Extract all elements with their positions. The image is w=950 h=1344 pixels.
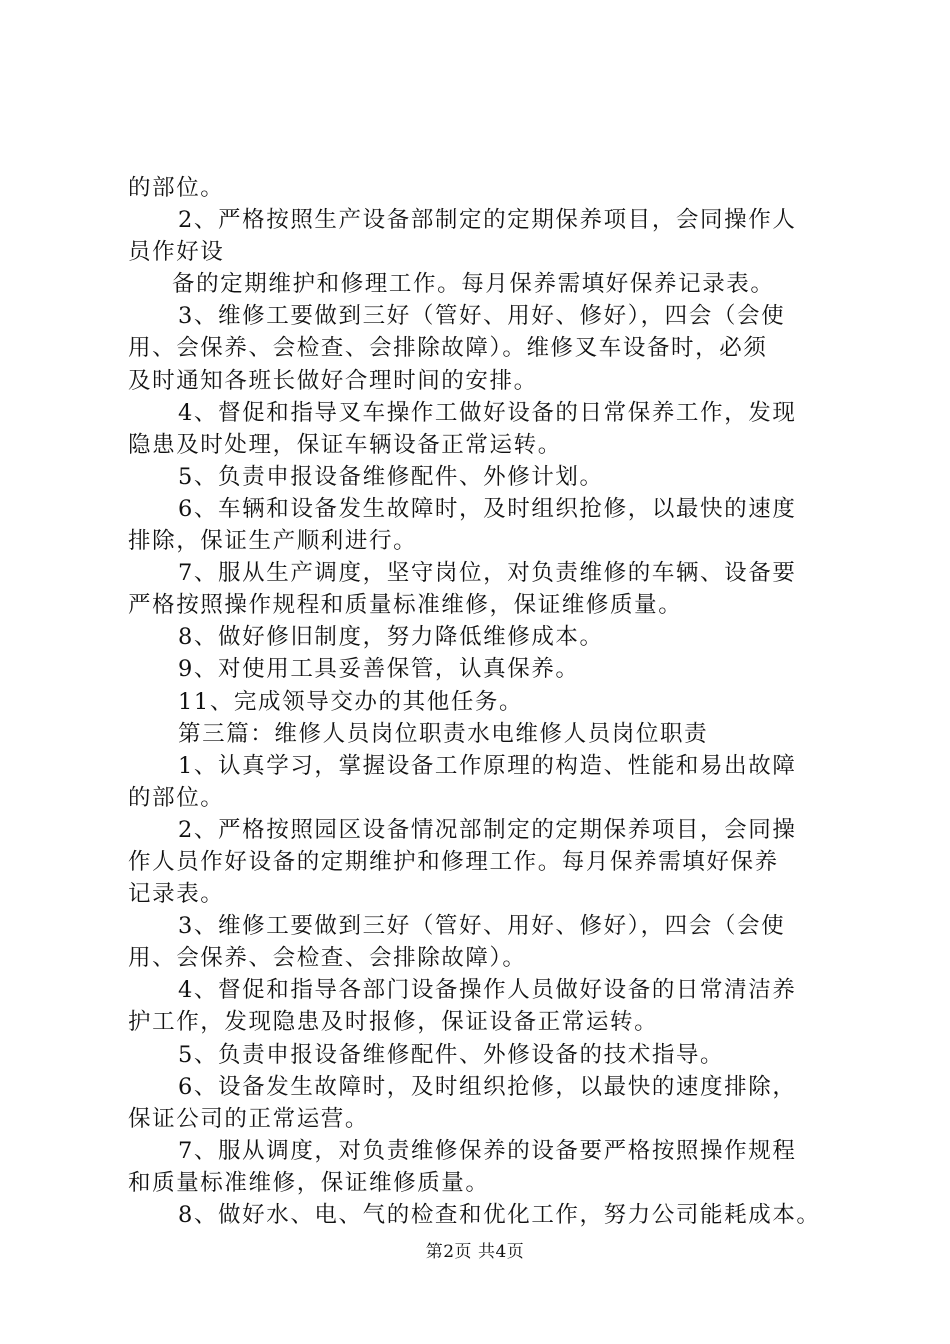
text-line: 6、车辆和设备发生故障时，及时组织抢修，以最快的速度 xyxy=(178,495,797,522)
text-line: 8、做好修旧制度，努力降低维修成本。 xyxy=(178,624,604,651)
text-line: 7、服从调度，对负责维修保养的设备要严格按照操作规程 xyxy=(178,1137,797,1164)
section-heading: 第三篇：维修人员岗位职责水电维修人员岗位职责 xyxy=(178,720,709,747)
text-line: 及时通知各班长做好合理时间的安排。 xyxy=(128,367,538,394)
text-line: 作人员作好设备的定期维护和修理工作。每月保养需填好保养 xyxy=(128,848,779,875)
text-line: 用、会保养、会检查、会排除故障）。维修叉车设备时，必须 xyxy=(128,335,768,362)
text-line: 3、维修工要做到三好（管好、用好、修好），四会（会使 xyxy=(178,913,786,940)
text-line: 4、督促和指导各部门设备操作人员做好设备的日常清洁养 xyxy=(178,977,797,1004)
text-line: 7、服从生产调度，坚守岗位，对负责维修的车辆、设备要 xyxy=(178,560,797,587)
text-line: 的部位。 xyxy=(128,784,225,811)
text-line: 2、严格按照园区设备情况部制定的定期保养项目，会同操 xyxy=(178,816,797,843)
text-line: 备的定期维护和修理工作。每月保养需填好保养记录表。 xyxy=(172,271,775,298)
text-line: 4、督促和指导叉车操作工做好设备的日常保养工作，发现 xyxy=(178,399,797,426)
text-line: 排除，保证生产顺利进行。 xyxy=(128,528,418,555)
text-line: 5、负责申报设备维修配件、外修设备的技术指导。 xyxy=(178,1041,725,1068)
text-line: 5、负责申报设备维修配件、外修计划。 xyxy=(178,463,604,490)
text-line: 9、对使用工具妥善保管，认真保养。 xyxy=(178,656,580,683)
document-body xyxy=(128,172,843,1231)
text-line: 6、设备发生故障时，及时组织抢修，以最快的速度排除， xyxy=(178,1073,797,1100)
text-line: 11、完成领导交办的其他任务。 xyxy=(178,688,524,715)
text-line: 用、会保养、会检查、会排除故障）。 xyxy=(128,945,527,972)
text-line: 记录表。 xyxy=(128,881,225,908)
text-line: 1、认真学习，掌握设备工作原理的构造、性能和易出故障 xyxy=(178,752,797,779)
text-line: 员作好设 xyxy=(128,239,225,266)
text-line: 隐患及时处理，保证车辆设备正常运转。 xyxy=(128,431,562,458)
page-footer xyxy=(0,1240,950,1264)
page-number-label: 第2页 共4页 xyxy=(425,1242,525,1262)
text-line: 2、严格按照生产设备部制定的定期保养项目，会同操作人 xyxy=(178,207,797,234)
text-line: 8、做好水、电、气的检查和优化工作，努力公司能耗成本。 xyxy=(178,1202,821,1228)
text-line: 护工作，发现隐患及时报修，保证设备正常运转。 xyxy=(128,1009,659,1036)
text-line: 严格按照操作规程和质量标准维修，保证维修质量。 xyxy=(128,592,683,619)
text-line: 3、维修工要做到三好（管好、用好、修好），四会（会使 xyxy=(178,303,786,330)
text-line: 保证公司的正常运营。 xyxy=(128,1105,370,1132)
text-line: 的部位。 xyxy=(128,175,225,201)
text-line: 和质量标准维修，保证维修质量。 xyxy=(128,1169,490,1196)
